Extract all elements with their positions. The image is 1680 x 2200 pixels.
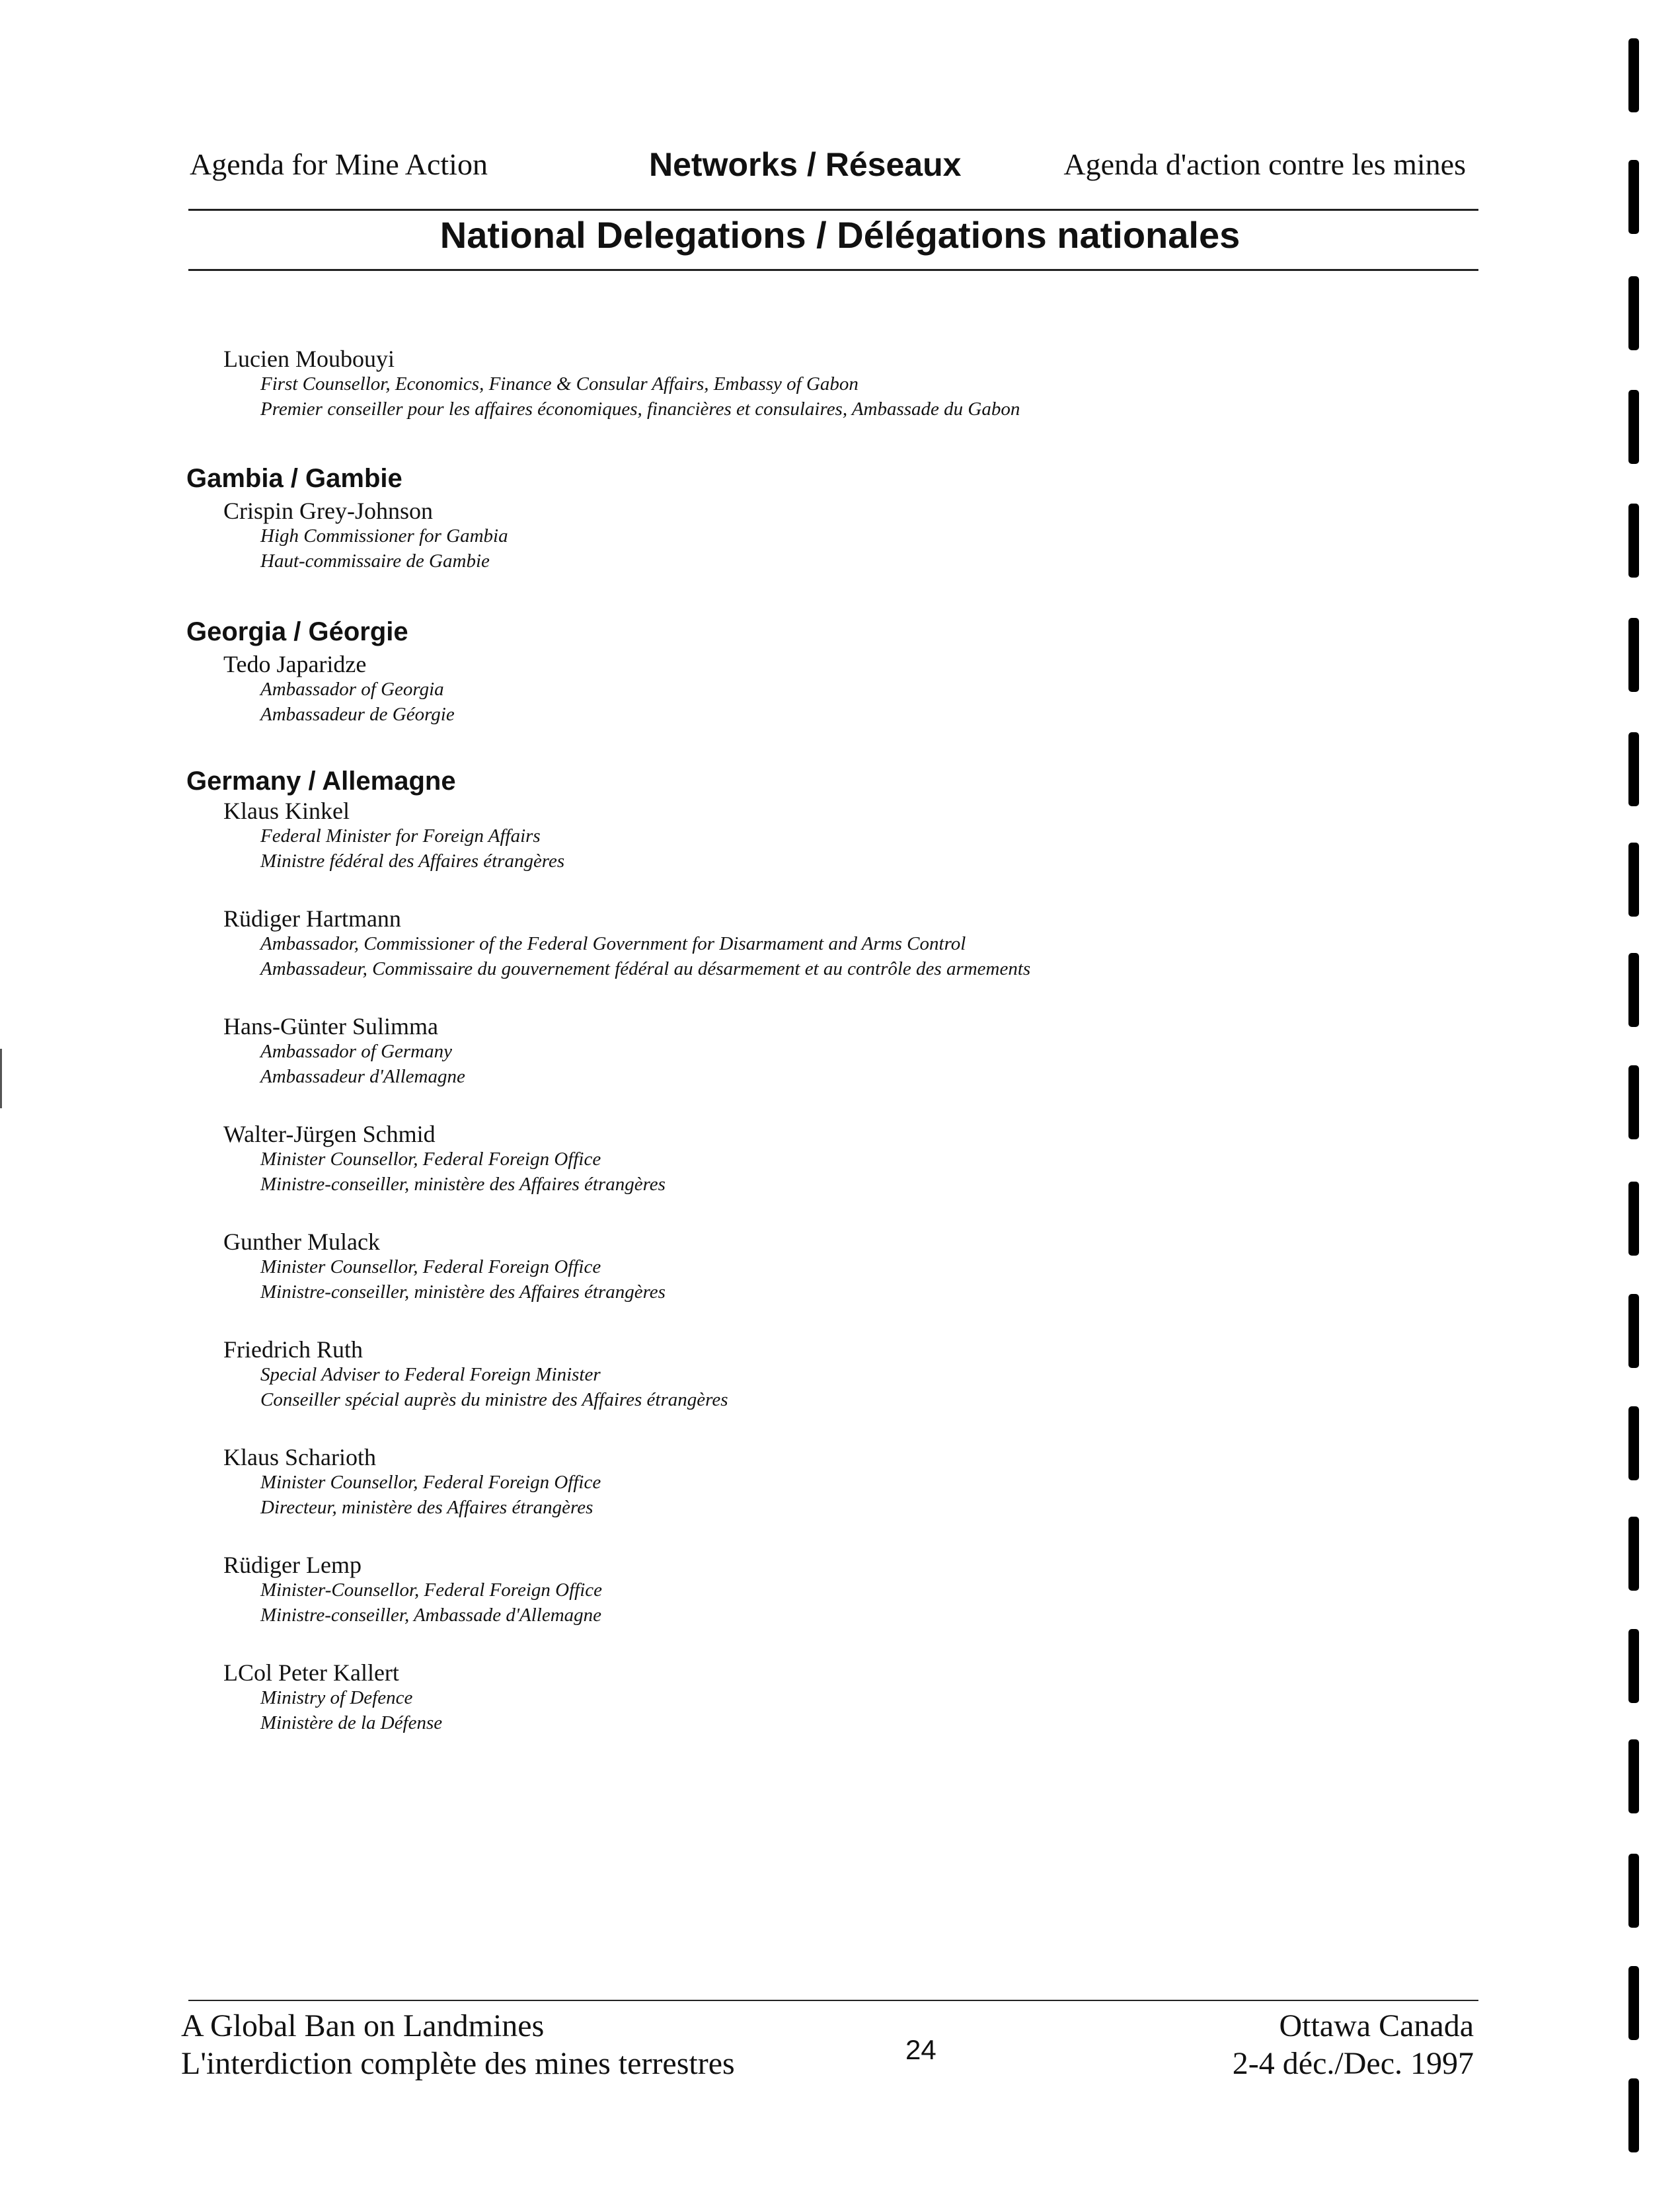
person-name: Gunther Mulack [223,1229,380,1255]
binding-hole-mark [1628,1854,1639,1928]
binding-hole-mark [1628,1294,1639,1368]
footer-rule [188,2000,1478,2001]
person-entry [223,798,1442,874]
header-center-title: Networks / Réseaux [649,146,962,183]
binding-hole-mark [1628,953,1639,1027]
footer-left-line1: A Global Ban on Landmines [181,2008,545,2043]
binding-hole-mark [1628,732,1639,806]
person-role-en: Minister Counsellor, Federal Foreign Office [260,1256,601,1277]
header-right-title: Agenda d'action contre les mines [1063,147,1466,181]
person-role-fr: Ambassadeur, Commissaire du gouvernement fédéral au désarmement et au contrôle des armements [260,958,1031,979]
binding-hole-mark [1628,1517,1639,1591]
person-name: LCol Peter Kallert [223,1659,399,1686]
person-name: Rüdiger Hartmann [223,905,401,932]
person-name: Crispin Grey-Johnson [223,498,433,524]
person-role-en: Ministry of Defence [260,1687,413,1708]
footer-right-line2: 2-4 déc./Dec. 1997 [1232,2046,1474,2081]
binding-hole-mark [1628,1739,1639,1813]
footer-right-line1: Ottawa Canada [1279,2008,1474,2043]
person-role-en: First Counsellor, Economics, Finance & Consular Affairs, Embassy of Gabon [260,373,859,395]
person-role-fr: Ministre-conseiller, ministère des Affaires étrangères [260,1174,666,1195]
section-title-text: National Delegations / Délégations nationales [439,214,1241,256]
binding-hole-mark [1628,1065,1639,1139]
person-entry [223,346,1442,422]
binding-hole-mark [1628,504,1639,578]
person-role-fr: Ministre-conseiller, ministère des Affaires étrangères [260,1281,666,1303]
person-entry [223,1552,1442,1628]
page-number: 24 [905,2034,936,2065]
binding-hole-mark [1628,1182,1639,1256]
person-role-en: Minister Counsellor, Federal Foreign Office [260,1472,601,1493]
person-role-en: Minister-Counsellor, Federal Foreign Office [260,1579,603,1601]
section-title [0,213,1680,256]
person-name: Walter-Jürgen Schmid [223,1121,436,1147]
person-entry [223,1337,1442,1412]
binding-hole-mark [1628,2078,1639,2152]
person-name: Friedrich Ruth [223,1336,363,1363]
delegation-list [186,346,1442,1735]
footer-left-line2: L'interdiction complète des mines terrestres [181,2046,735,2081]
person-entry [223,652,1442,727]
person-role-en: Ambassador of Georgia [260,679,444,700]
person-role-en: Special Adviser to Federal Foreign Minister [260,1364,601,1385]
binding-hole-mark [1628,618,1639,692]
person-role-fr: Ambassadeur de Géorgie [260,704,455,725]
person-entry [223,498,1442,574]
country-heading: Gambia / Gambie [186,464,402,493]
person-role-fr: Ambassadeur d'Allemagne [260,1066,465,1087]
person-role-fr: Ministre fédéral des Affaires étrangères [260,851,565,872]
person-role-en: High Commissioner for Gambia [260,525,508,547]
header-left-title: Agenda for Mine Action [190,147,488,181]
person-role-en: Minister Counsellor, Federal Foreign Office [260,1149,601,1170]
header-rule-bottom [188,269,1478,271]
person-name: Klaus Kinkel [223,798,350,824]
person-role-fr: Directeur, ministère des Affaires étrangères [260,1497,593,1518]
binding-hole-mark [1628,1629,1639,1703]
header-rule-top [188,209,1478,211]
country-gambia [186,463,1442,574]
person-entry [223,1229,1442,1305]
binding-hole-mark [1628,160,1639,234]
person-entry [223,1014,1442,1089]
country-georgia [186,616,1442,727]
person-role-fr: Premier conseiller pour les affaires économiques, financières et consulaires, Ambassade du Gabon [260,398,1020,420]
scan-margin-mark [0,1049,2,1108]
person-role-en: Ambassador of Germany [260,1041,452,1062]
person-entry [223,1121,1442,1197]
person-name: Klaus Scharioth [223,1444,376,1470]
person-role-fr: Ministre-conseiller, Ambassade d'Allemagne [260,1605,602,1626]
person-role-en: Ambassador, Commissioner of the Federal Government for Disarmament and Arms Control [260,933,966,954]
person-entry [223,1445,1442,1520]
person-role-fr: Ministère de la Défense [260,1712,443,1733]
binding-hole-mark [1628,1966,1639,2040]
person-role-en: Federal Minister for Foreign Affairs [260,825,541,847]
person-name: Hans-Günter Sulimma [223,1013,438,1040]
person-entry [223,1660,1442,1735]
binding-hole-mark [1628,390,1639,464]
person-role-fr: Conseiller spécial auprès du ministre des Affaires étrangères [260,1389,728,1410]
country-heading: Georgia / Géorgie [186,617,408,646]
binding-hole-mark [1628,1406,1639,1480]
binding-hole-mark [1628,276,1639,350]
person-name: Tedo Japaridze [223,651,367,677]
person-name: Lucien Moubouyi [223,346,395,372]
person-role-fr: Haut-commissaire de Gambie [260,550,490,572]
country-germany [186,765,1442,1735]
binding-hole-mark [1628,38,1639,112]
person-name: Rüdiger Lemp [223,1552,362,1578]
person-entry [223,906,1442,981]
country-heading: Germany / Allemagne [186,767,456,796]
binding-hole-mark [1628,843,1639,917]
